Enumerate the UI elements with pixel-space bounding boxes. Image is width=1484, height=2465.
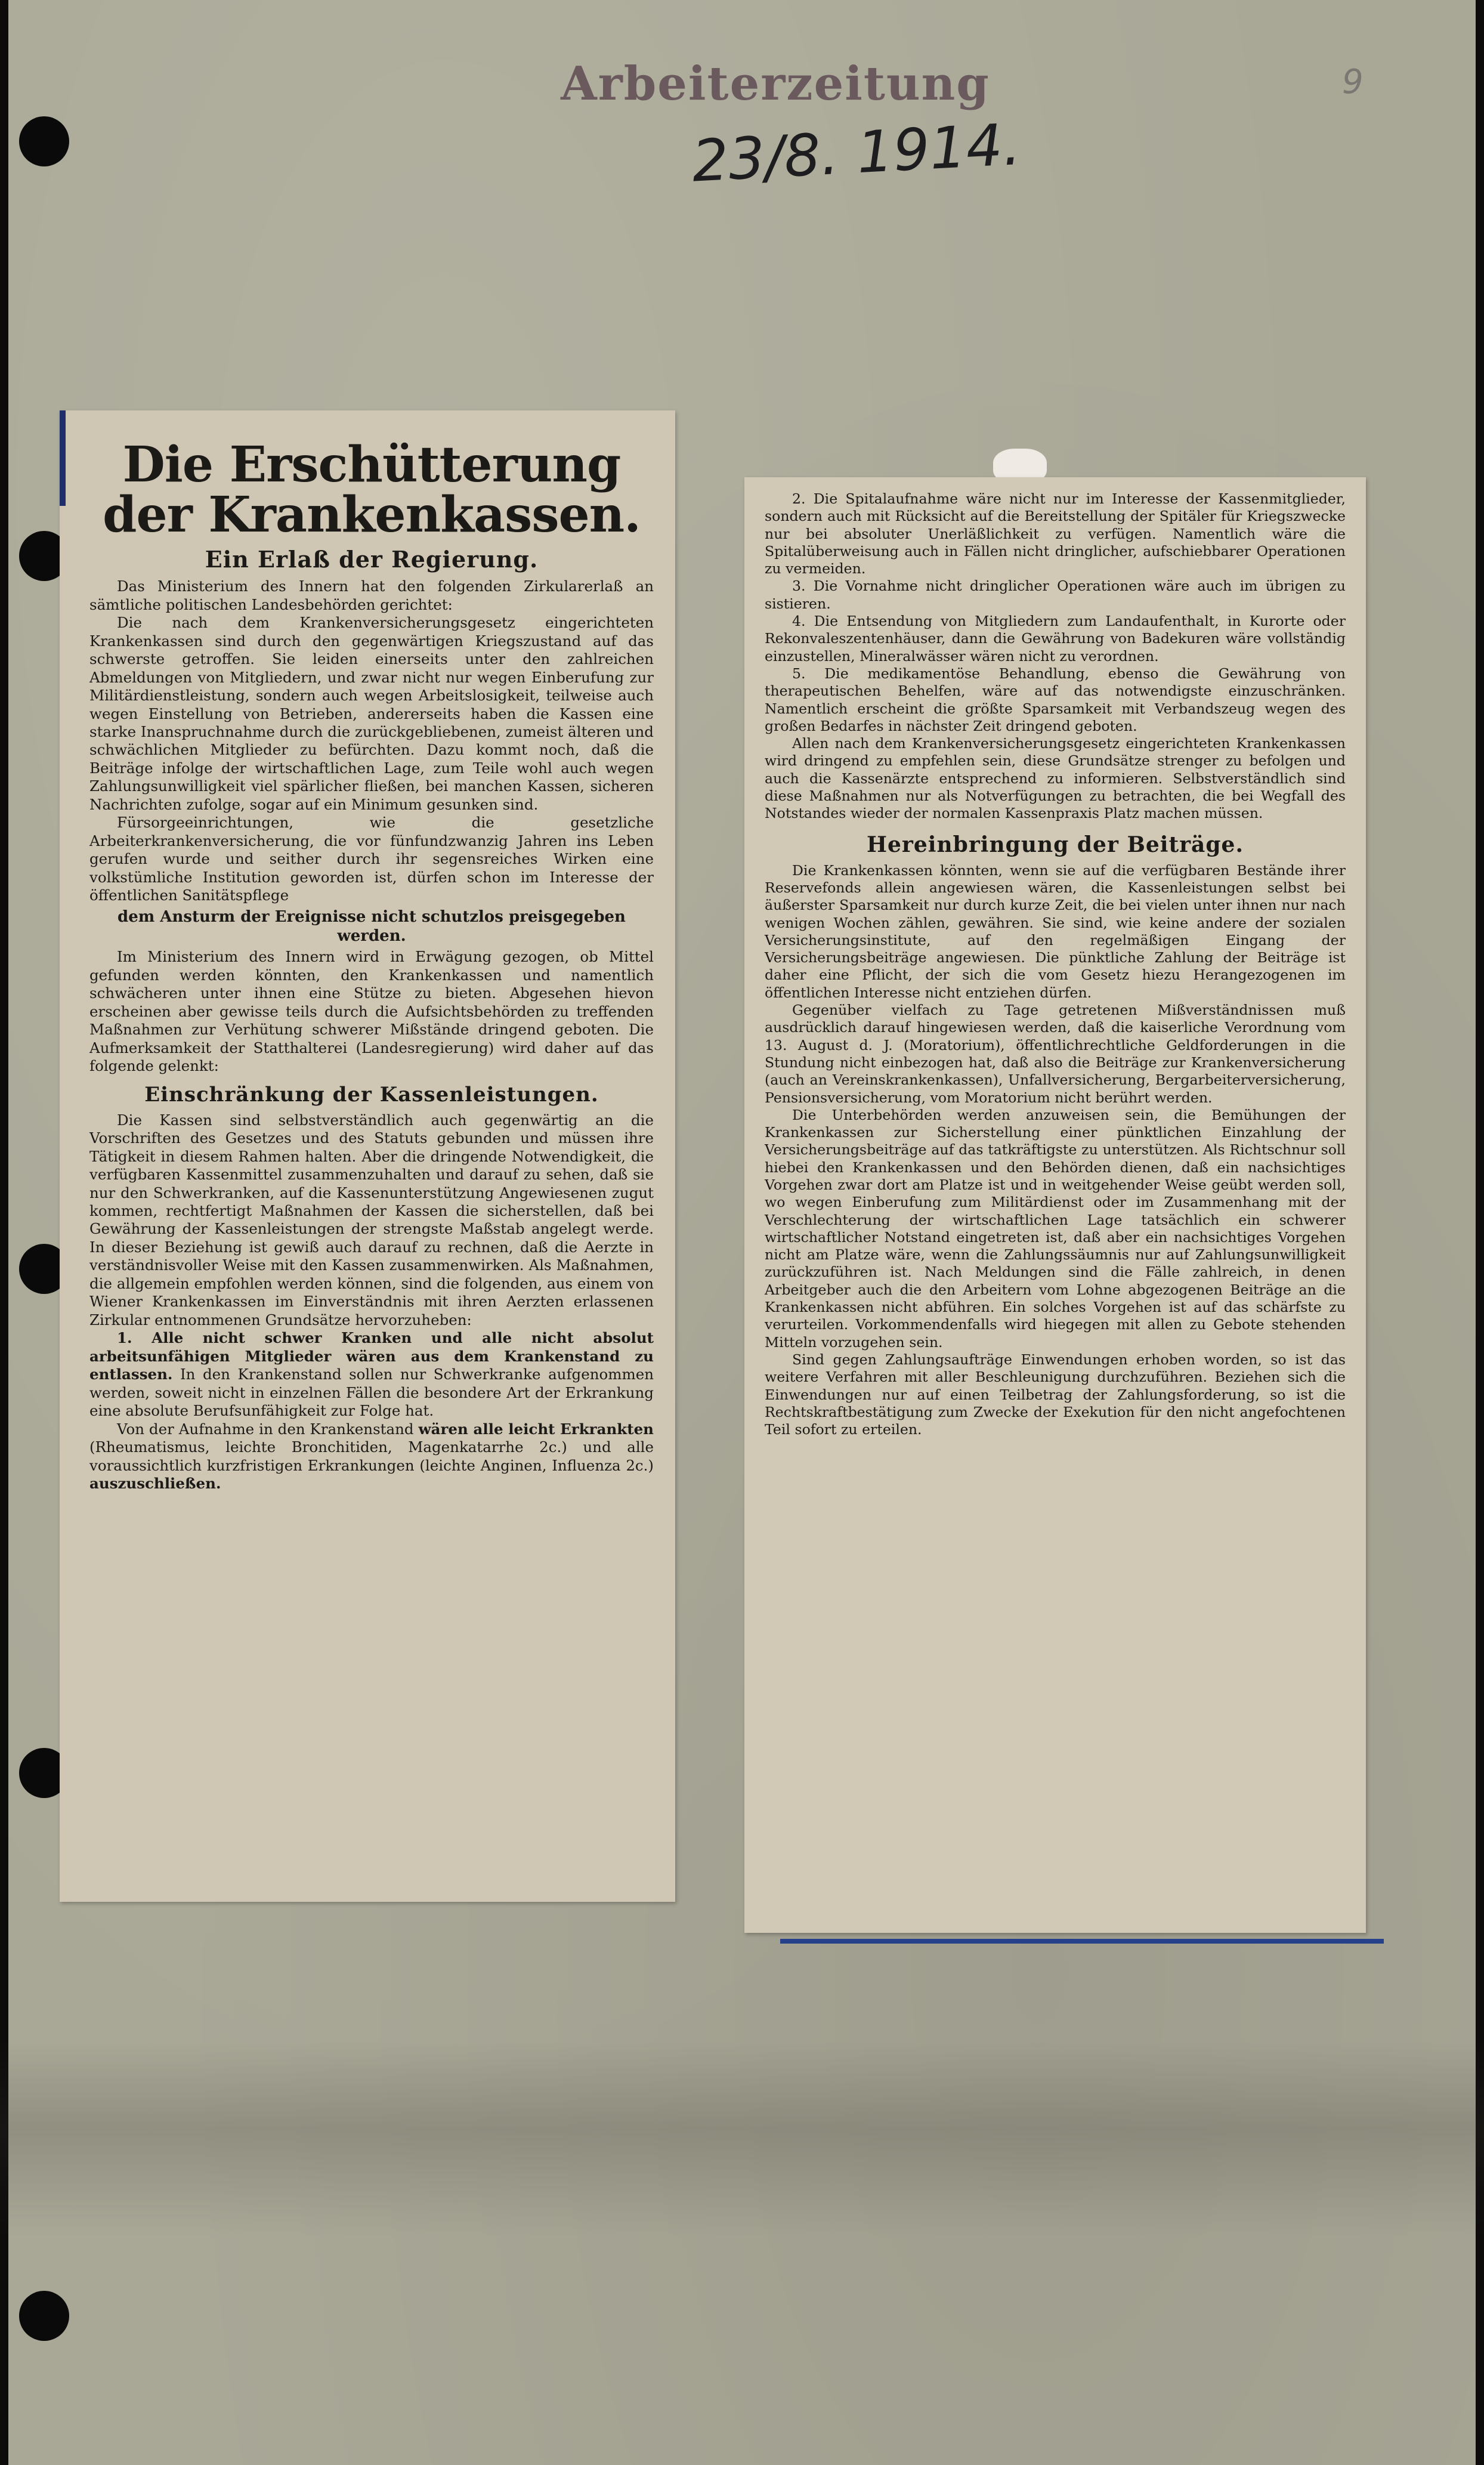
punch-hole bbox=[19, 116, 69, 166]
article-subheading: Ein Erlaß der Regierung. bbox=[205, 546, 539, 573]
paragraph-text: Von der Aufnahme in den Krankenstand bbox=[117, 1420, 414, 1438]
paragraph: Die Unterbehörden werden anzuweisen sein, die Bemühungen der Krankenkassen zur Sicherstellung einer pünktlichen Einzahlung der Versicherungsbeiträge auf das tatkräftigste zu unterstützen. Als Richtschnur soll hiebei den Krankenkassen und den Behörden dienen, daß ein nachsichtiges Vorgehen zwar dort am Platze ist und in weitgehender Weise geübt werden soll, wo wegen Einberufung zum Militärdienst oder im Zusammenhang mit der Verschlechterung der wirtschaftlichen Lage tatsächlich ein schwerer wirtschaftlicher Notstand eingetreten ist, daß aber ein nachsichtiges Vorgehen nicht am Platze wäre, wenn die Zahlungssäumnis nur auf Zahlungsunwilligkeit zurückzuführen ist. Nach Meldungen sind die Fälle zahlreich, in denen Arbeitgeber auch die den Arbeitern vom Lohne abgezogenen Beiträge an die Krankenkassen nicht abführen. Ein solches Vorgehen ist auf das schärfste zu verurteilen. Vorkommendenfalls wird hiegegen mit allen zu Gebote stehenden Mitteln vorzugehen sein. bbox=[765, 1106, 1346, 1351]
masthead-stamp: Arbeiterzeitung bbox=[561, 57, 990, 111]
bold-statement: dem Ansturm der Ereignisse nicht schutzlos preisgegeben werden. bbox=[118, 907, 626, 946]
paragraph: 5. Die medikamentöse Behandlung, ebenso die Gewährung von therapeutischen Behelfen, wäre auf das notwendigste einzuschränken. Namentlich erscheint die größte Sparsamkeit mit Verbandszeug wegen des großen Bedarfes in nächster Zeit dringend geboten. bbox=[765, 665, 1346, 734]
paragraph: Gegenüber vielfach zu Tage getretenen Mißverständnissen muß ausdrücklich darauf hingewiesen werden, daß die kaiserliche Verordnung vom 13. August d. J. (Moratorium), öffentlichrechtliche Geldforderungen in die Stundung nicht einbezogen hat, daß also die Beiträge zur Krankenversicherung (auch an Vereinskrankenkassen), Unfallversicherung, Bergarbeiterversicherung, Pensionsversicherung, vom Moratorium nicht berührt werden. bbox=[765, 1002, 1346, 1106]
bold-phrase: auszuschließen. bbox=[89, 1475, 221, 1493]
punch-hole bbox=[19, 2291, 69, 2341]
section-heading: Einschränkung der Kassenleistungen. bbox=[144, 1082, 599, 1107]
paragraph: Im Ministerium des Innern wird in Erwägung gezogen, ob Mittel gefunden werden könnten, den Krankenkassen und namentlich schwächeren unter ihnen eine Stütze zu bieten. Abgesehen hievon erscheinen aber gewisse teils durch die Aufsichtsbehörden zu treffenden Maßnahmen zur Verhütung schwerer Mißstände dringend geboten. Die Aufmerksamkeit der Statthalterei (Landesregierung) wird daher auf das folgende gelenkt: bbox=[89, 948, 654, 1075]
article-intro: Das Ministerium des Innern hat den folgenden Zirkularerlaß an sämtliche politischen Landesbehörden gerichtet: bbox=[89, 577, 654, 613]
scan-border-right bbox=[1476, 0, 1484, 2465]
clipping-column-right bbox=[744, 477, 1366, 1933]
paragraph-text: In den Krankenstand sollen nur Schwerkranke aufgenommen werden, soweit nicht in einzelnen Fällen die besondere Art der Erkrankung eine absolute Berufsunfähigkeit zur Folge hat. bbox=[89, 1366, 654, 1420]
scan-border-left bbox=[0, 0, 8, 2465]
article-headline: Die Erschütterung der Krankenkassen. bbox=[103, 436, 641, 543]
paragraph: Fürsorgeeinrichtungen, wie die gesetzliche Arbeiterkrankenversicherung, die vor fünfundzwanzig Jahren ins Leben gerufen wurde und seither durch ihr segensreiches Wirken eine volkstümliche Institution geworden ist, dürfen schon im Interesse der öffentlichen Sanitätspflege bbox=[89, 814, 654, 904]
paragraph: 4. Die Entsendung von Mitgliedern zum Landaufenthalt, in Kurorte oder Rekonvaleszentenhäuser, dann die Gewährung von Badekuren wäre vollständig einzustellen, Mineralwässer wären nicht zu verordnen. bbox=[765, 613, 1346, 665]
handwritten-page-number: 9 bbox=[1342, 63, 1364, 101]
bold-phrase: wären alle leicht Erkrankten bbox=[418, 1420, 654, 1438]
paragraph: Allen nach dem Krankenversicherungsgesetz eingerichteten Krankenkassen wird dringend zu empfehlen sein, diese Grundsätze strenger zu befolgen und auch die Kassenärzte entsprechend zu informieren. Selbstverständlich sind diese Maßnahmen nur als Notverfügungen zu betrachten, die bei Wegfall des Notstandes wieder der normalen Kassenpraxis Platz machen müssen. bbox=[765, 735, 1346, 822]
paragraph: 3. Die Vornahme nicht dringlicher Operationen wäre auch im übrigen zu sistieren. bbox=[765, 577, 1346, 612]
section-heading: Hereinbringung der Beiträge. bbox=[867, 832, 1244, 857]
paragraph: Die Krankenkassen könnten, wenn sie auf die verfügbaren Bestände ihrer Reservefonds allein angewiesen wären, die Kassenleistungen selbst bei äußerster Sparsamkeit nur durch kurze Zeit, die bei vielen unter ihnen nur nach wenigen Wochen zählen, gewähren. Sie sind, wie keine andere der sozialen Versicherungsinstitute, auf den regelmäßigen Eingang der Versicherungsbeiträge angewiesen. Die pünktliche Zahlung der Beiträge ist daher eine Pflicht, der sich die vom Gesetz hiezu Herangezogenen im öffentlichen Interesse nicht entziehen dürfen. bbox=[765, 861, 1346, 1001]
paragraph-text: (Rheumatismus, leichte Bronchitiden, Magenkatarrhe 2c.) und alle voraussichtlich kurzfristigen Erkrankungen (leichte Anginen, Influenza 2c.) bbox=[89, 1438, 654, 1474]
paragraph bbox=[89, 1329, 654, 1420]
paragraph: 2. Die Spitalaufnahme wäre nicht nur im Interesse der Kassenmitglieder, sondern auch mit Rücksicht auf die Bereitstellung der Spitäler für Kriegszwecke nur bei absoluter Unerläßlichkeit zu verfügen. Namentlich wäre die Spitalüberweisung auch in Fällen nicht dringlicher, aufschiebbarer Operationen zu vermeiden. bbox=[765, 490, 1346, 577]
paragraph bbox=[89, 1420, 654, 1493]
paragraph: Sind gegen Zahlungsaufträge Einwendungen erhoben worden, so ist das weitere Verfahren mit aller Beschleunigung durchzuführen. Beziehen sich die Einwendungen nur auf einen Teilbetrag der Zahlungsforderung, so ist die Rechtskraftbestätigung zum Zwecke der Exekution für den nicht angefochtenen Teil sofort zu erteilen. bbox=[765, 1351, 1346, 1438]
paragraph: Die nach dem Krankenversicherungsgesetz eingerichteten Krankenkassen sind durch den gegenwärtigen Kriegszustand auf das schwerste getroffen. Sie leiden einerseits unter den zahlreichen Abmeldungen von Mitgliedern, und zwar nicht nur wegen Einberufung zur Militärdienstleistung, sondern auch wegen Arbeitslosigkeit, teilweise auch wegen Einstellung von Betrieben, andererseits haben die Kassen eine starke Inanspruchnahme durch die zurückgebliebenen, zumeist älteren und schwächlichen Mitglieder zu befürchten. Dazu kommt noch, daß die Beiträge infolge der wirtschaftlichen Lage, zum Teile wohl auch wegen Zahlungsunwilligkeit viel spärlicher fließen, bei manchen Kassen, sicheren Nachrichten zufolge, sogar auf ein Minimum gesunken sind. bbox=[89, 614, 654, 813]
clipping-column-left bbox=[60, 410, 675, 1902]
handwritten-date: 23/8. 1914. bbox=[690, 110, 1022, 195]
paragraph: Die Kassen sind selbstverständlich auch gegenwärtig an die Vorschriften des Gesetzes und des Statuts gebunden und müssen ihre Tätigkeit in diesem Rahmen halten. Aber die dringende Notwendigkeit, die verfügbaren Kassenmittel zusammenzuhalten und darauf zu sehen, daß sie nur den Schwerkranken, auf die Kassenunterstützung Angewiesenen zugut kommen, rechtfertigt Maßnahmen der Kassen die sicherstellen, daß bei Gewährung der Kassenleistungen der strengste Maßstab angelegt werde. In dieser Beziehung ist gewiß auch darauf zu rechnen, daß die Aerzte in verständnisvoller Weise mit den Kassen zusammenwirken. Als Maßnahmen, die allgemein empfohlen werden können, sind die folgenden, aus einem von Wiener Krankenkassen im Einverständnis mit ihren Aerzten erlassenen Zirkular entnommenen Grundsätze hervorzuheben: bbox=[89, 1111, 654, 1329]
bold-phrase: 1. Alle nicht schwer Kranken und alle nicht absolut arbeitsunfähigen Mitglieder wären aus dem Krankenstand zu entlassen. bbox=[89, 1329, 654, 1383]
